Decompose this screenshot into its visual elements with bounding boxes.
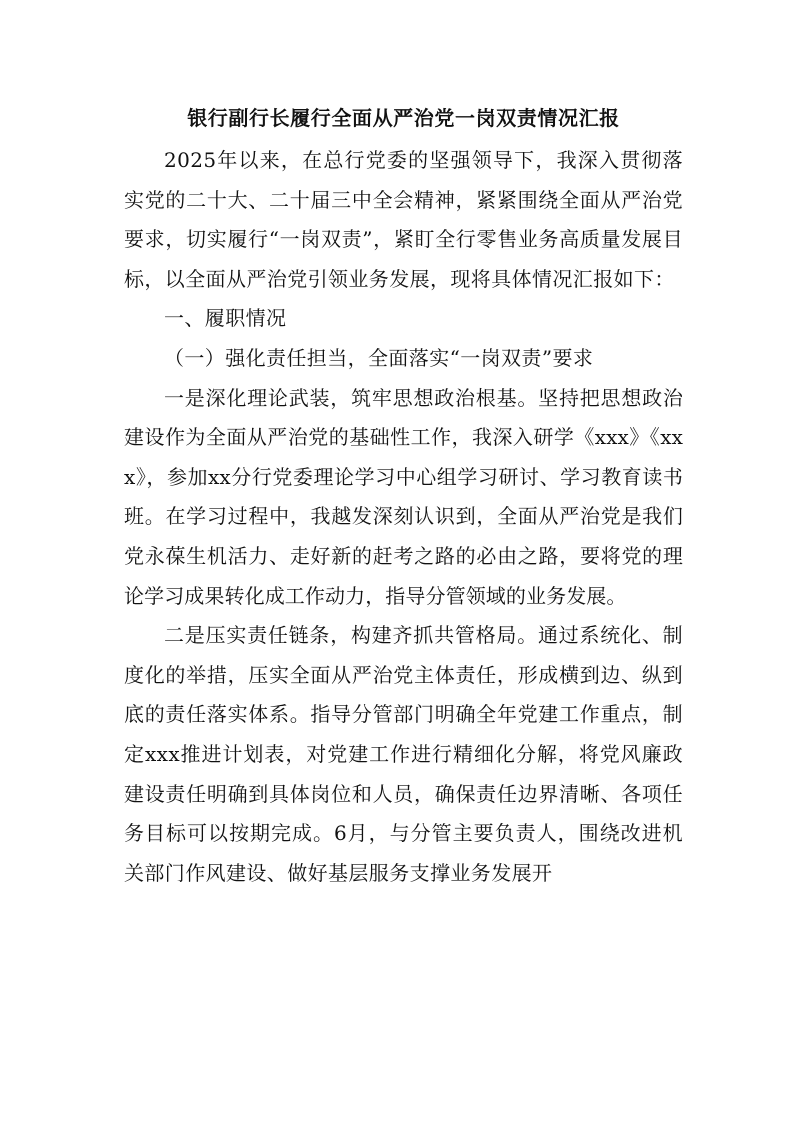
- paragraph-responsibility-chain: 二是压实责任链条，构建齐抓共管格局。通过系统化、制度化的举措，压实全面从严治党主体责任，形成横到边、纵到底的责任落实体系。指导分管部门明确全年党建工作重点，制定xxx推进计划表，对党建工作进行精细化分解，将党风廉政建设责任明确到具体岗位和人员，确保责任边界清晰、各项任务目标可以按期完成。6月，与分管主要负责人，围绕改进机关部门作风建设、做好基层服务支撑业务发展开: [124, 623, 683, 885]
- paragraph-theory-study: 一是深化理论武装，筑牢思想政治根基。坚持把思想政治建设作为全面从严治党的基础性工作，我深入研学《xxx》《xxx》，参加xx分行党委理论学习中心组学习研讨、学习教育读书班。在学习过程中，我越发深刻认识到，全面从严治党是我们党永葆生机活力、走好新的赶考之路的必由之路，要将党的理论学习成果转化成工作动力，指导分管领域的业务发展。: [124, 385, 683, 608]
- document-title: 银行副行长履行全面从严治党一岗双责情况汇报: [187, 106, 620, 130]
- paragraph-intro: 2025年以来，在总行党委的坚强领导下，我深入贯彻落实党的二十大、二十届三中全会精神，紧紧围绕全面从严治党要求，切实履行“一岗双责”，紧盯全行零售业务高质量发展目标，以全面从严治党引领业务发展，现将具体情况汇报如下：: [124, 148, 683, 291]
- section-heading: 一、履职情况: [164, 306, 287, 331]
- subsection-heading: （一）强化责任担当，全面落实“一岗双责”要求: [164, 345, 594, 370]
